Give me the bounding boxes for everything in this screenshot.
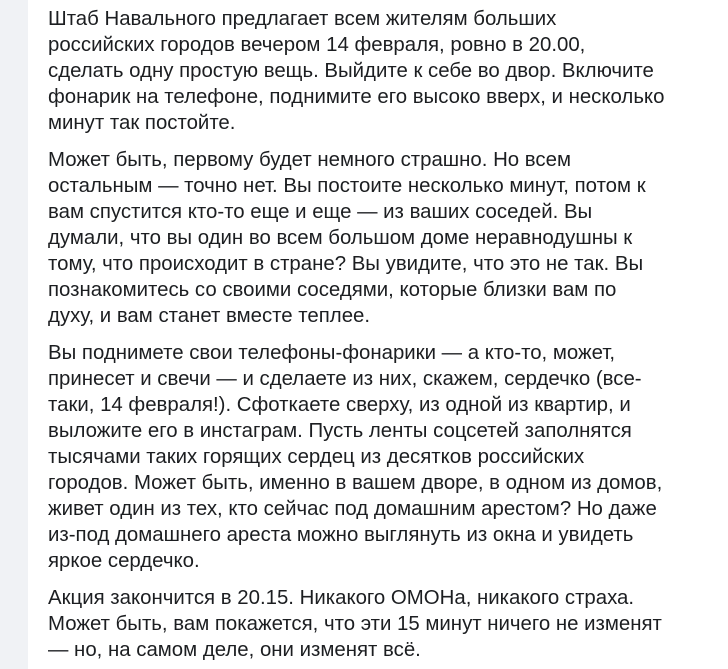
text-line: из-под домашнего ареста можно выглянуть из окна и увидеть [48, 524, 634, 546]
text-line: российских городов вечером 14 февраля, ровно в 20.00, [48, 34, 586, 56]
text-line: городов. Может быть, именно в вашем дворе, в одном из домов, [48, 472, 663, 494]
post-paragraph-1 [48, 6, 728, 136]
text-line: таки, 14 февраля!). Сфоткаете сверху, из одной из квартир, и [48, 394, 631, 416]
text-line: духу, и вам станет вместе теплее. [48, 305, 371, 327]
post-paragraph-2 [48, 147, 728, 329]
post-paragraph-4 [48, 585, 728, 663]
text-line: думали, что вы один во всем большом доме неравнодушны к [48, 227, 633, 249]
text-line: выложите его в инстаграм. Пусть ленты соцсетей заполнятся [48, 420, 632, 442]
text-line: познакомитесь со своими соседями, которые близки вам по [48, 279, 617, 301]
post-text [48, 6, 728, 663]
text-line: Может быть, вам покажется, что эти 15 минут ничего не изменят [48, 613, 662, 635]
text-line: сделать одну простую вещь. Выйдите к себе во двор. Включите [48, 60, 654, 82]
text-line: яркое сердечко. [48, 550, 200, 572]
text-line: фонарик на телефоне, поднимите его высоко вверх, и несколько [48, 86, 665, 108]
text-line: Штаб Навального предлагает всем жителям больших [48, 8, 557, 30]
text-line: остальным — точно нет. Вы постоите несколько минут, потом к [48, 175, 646, 197]
post-paragraph-3 [48, 340, 728, 574]
text-line: минут так постойте. [48, 112, 236, 134]
text-line: живет один из тех, кто сейчас под домашним арестом? Но даже [48, 498, 657, 520]
text-line: тысячами таких горящих сердец из десятков российских [48, 446, 585, 468]
post-card [28, 0, 728, 669]
text-line: вам спустится кто-то еще и еще — из ваших соседей. Вы [48, 201, 593, 223]
text-line: принесет и свечи — и сделаете из них, скажем, сердечко (все- [48, 368, 642, 390]
text-line: Акция закончится в 20.15. Никакого ОМОНа, никакого страха. [48, 587, 635, 609]
text-line: Вы поднимете свои телефоны-фонарики — а кто-то, может, [48, 342, 616, 364]
text-line: — но, на самом деле, они изменят всё. [48, 639, 421, 661]
text-line: Может быть, первому будет немного страшно. Но всем [48, 149, 571, 171]
text-line: тому, что происходит в стране? Вы увидите, что это не так. Вы [48, 253, 644, 275]
